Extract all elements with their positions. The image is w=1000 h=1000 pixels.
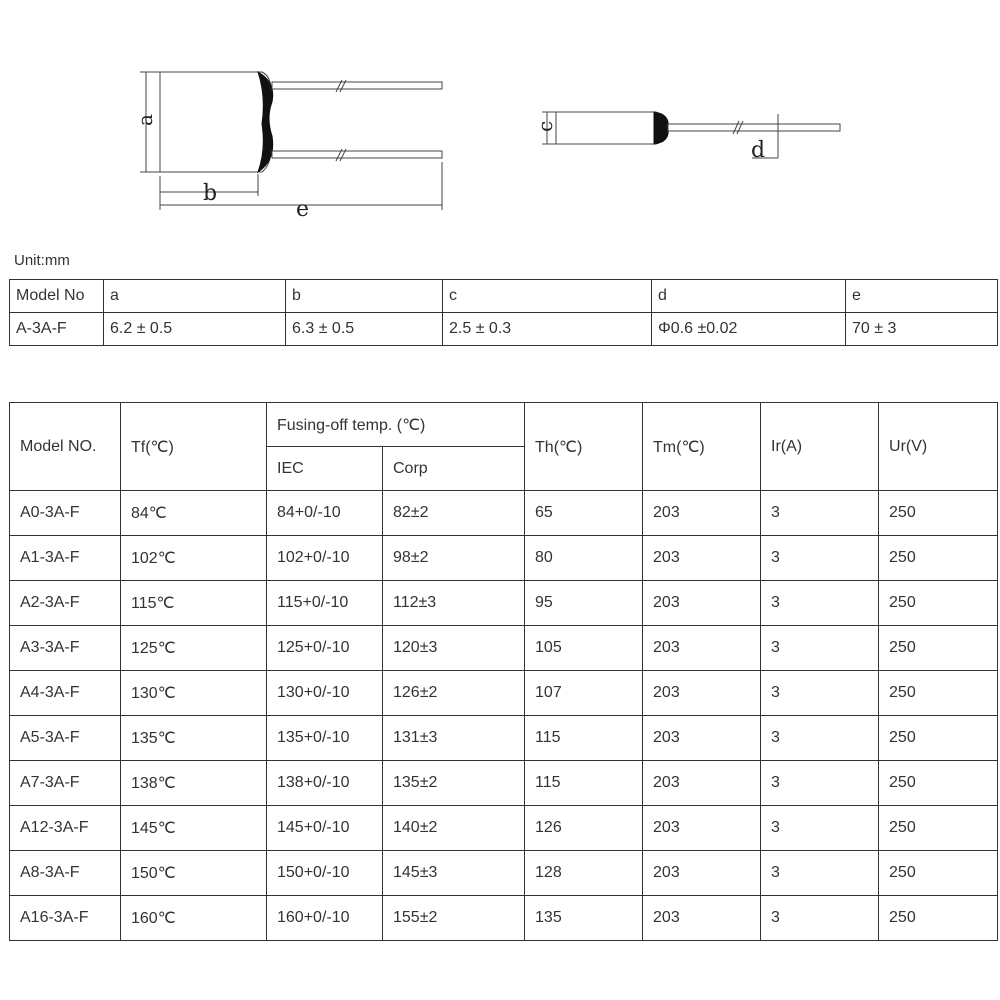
cell-corp: 120±3	[383, 626, 525, 671]
cell-th: 115	[525, 761, 643, 806]
cell-ir: 3	[761, 536, 879, 581]
cell-tf: 135℃	[121, 716, 267, 761]
cell-tm: 203	[643, 536, 761, 581]
cell-ur: 250	[879, 626, 998, 671]
header-tm: Tm(℃)	[643, 403, 761, 491]
cell-ur: 250	[879, 851, 998, 896]
cell-corp: 112±3	[383, 581, 525, 626]
cell-tf: 138℃	[121, 761, 267, 806]
cell-th: 107	[525, 671, 643, 716]
cell-ir: 3	[761, 896, 879, 941]
cell-th: 65	[525, 491, 643, 536]
dim-label-e: e	[296, 197, 310, 222]
header-model-no: Model No	[10, 280, 104, 313]
cell-iec: 115+0/-10	[267, 581, 383, 626]
cell-tf: 84℃	[121, 491, 267, 536]
table-row	[10, 716, 998, 761]
cell-iec: 102+0/-10	[267, 536, 383, 581]
cell-corp: 82±2	[383, 491, 525, 536]
cell-th: 128	[525, 851, 643, 896]
cell-model: A8-3A-F	[10, 851, 121, 896]
cell-e: 70 ± 3	[846, 313, 998, 346]
header-th: Th(℃)	[525, 403, 643, 491]
cell-tm: 203	[643, 581, 761, 626]
cell-model: A16-3A-F	[10, 896, 121, 941]
cell-model: A3-3A-F	[10, 626, 121, 671]
cell-ir: 3	[761, 626, 879, 671]
dim-label-d: d	[751, 138, 766, 163]
table-row	[10, 313, 998, 346]
cell-ir: 3	[761, 761, 879, 806]
cell-tm: 203	[643, 806, 761, 851]
table-row	[10, 896, 998, 941]
dim-label-b: b	[203, 181, 218, 206]
cell-iec: 138+0/-10	[267, 761, 383, 806]
table-row	[10, 536, 998, 581]
cell-tm: 203	[643, 896, 761, 941]
cell-th: 115	[525, 716, 643, 761]
fuse-dimension-drawing	[0, 0, 1000, 250]
table-row	[10, 806, 998, 851]
cell-iec: 145+0/-10	[267, 806, 383, 851]
cell-model: A4-3A-F	[10, 671, 121, 716]
header-corp: Corp	[383, 447, 525, 491]
side-view	[542, 112, 840, 158]
table-row	[10, 671, 998, 716]
cell-tf: 150℃	[121, 851, 267, 896]
dim-label-c: c	[533, 120, 557, 132]
cell-ir: 3	[761, 851, 879, 896]
cell-model: A1-3A-F	[10, 536, 121, 581]
cell-ur: 250	[879, 896, 998, 941]
header-c: c	[443, 280, 652, 313]
cell-tf: 130℃	[121, 671, 267, 716]
cell-ur: 250	[879, 671, 998, 716]
cell-iec: 84+0/-10	[267, 491, 383, 536]
cell-th: 135	[525, 896, 643, 941]
cell-tm: 203	[643, 491, 761, 536]
header-d: d	[652, 280, 846, 313]
cell-tm: 203	[643, 851, 761, 896]
cell-corp: 126±2	[383, 671, 525, 716]
cell-a: 6.2 ± 0.5	[104, 313, 286, 346]
cell-model: A5-3A-F	[10, 716, 121, 761]
cell-corp: 145±3	[383, 851, 525, 896]
cell-model: A2-3A-F	[10, 581, 121, 626]
cell-corp: 140±2	[383, 806, 525, 851]
unit-label: Unit:mm	[14, 252, 70, 269]
cell-ur: 250	[879, 536, 998, 581]
cell-iec: 160+0/-10	[267, 896, 383, 941]
cell-ur: 250	[879, 581, 998, 626]
cell-tf: 102℃	[121, 536, 267, 581]
cell-iec: 135+0/-10	[267, 716, 383, 761]
cell-ur: 250	[879, 761, 998, 806]
cell-tf: 115℃	[121, 581, 267, 626]
cell-model: A12-3A-F	[10, 806, 121, 851]
table-row	[10, 761, 998, 806]
cell-th: 126	[525, 806, 643, 851]
table-header-row	[10, 280, 998, 313]
cell-corp: 135±2	[383, 761, 525, 806]
cell-iec: 130+0/-10	[267, 671, 383, 716]
header-tf: Tf(℃)	[121, 403, 267, 491]
cell-tm: 203	[643, 671, 761, 716]
table-row	[10, 581, 998, 626]
cell-ur: 250	[879, 491, 998, 536]
cell-model: A7-3A-F	[10, 761, 121, 806]
cell-ir: 3	[761, 716, 879, 761]
header-model: Model NO.	[10, 403, 121, 491]
cell-tm: 203	[643, 716, 761, 761]
cell-th: 80	[525, 536, 643, 581]
cell-c: 2.5 ± 0.3	[443, 313, 652, 346]
header-ur: Ur(V)	[879, 403, 998, 491]
cell-tf: 125℃	[121, 626, 267, 671]
spec-table	[9, 402, 998, 941]
table-row	[10, 626, 998, 671]
dimensions-table	[9, 279, 998, 346]
cell-ir: 3	[761, 581, 879, 626]
cell-tm: 203	[643, 626, 761, 671]
cell-th: 95	[525, 581, 643, 626]
cell-corp: 131±3	[383, 716, 525, 761]
cell-model: A-3A-F	[10, 313, 104, 346]
table-header-row	[10, 403, 998, 447]
header-b: b	[286, 280, 443, 313]
cell-ur: 250	[879, 716, 998, 761]
cell-b: 6.3 ± 0.5	[286, 313, 443, 346]
cell-tm: 203	[643, 761, 761, 806]
cell-th: 105	[525, 626, 643, 671]
cell-iec: 125+0/-10	[267, 626, 383, 671]
cell-d: Φ0.6 ±0.02	[652, 313, 846, 346]
table-row	[10, 851, 998, 896]
cell-corp: 98±2	[383, 536, 525, 581]
cell-corp: 155±2	[383, 896, 525, 941]
cell-ir: 3	[761, 491, 879, 536]
cell-iec: 150+0/-10	[267, 851, 383, 896]
header-iec: IEC	[267, 447, 383, 491]
dim-label-a: a	[133, 114, 157, 126]
cell-ir: 3	[761, 671, 879, 716]
cell-ur: 250	[879, 806, 998, 851]
header-ir: Ir(A)	[761, 403, 879, 491]
header-fusing-off: Fusing-off temp. (℃)	[267, 403, 525, 447]
front-view	[140, 72, 442, 210]
cell-tf: 160℃	[121, 896, 267, 941]
cell-ir: 3	[761, 806, 879, 851]
header-e: e	[846, 280, 998, 313]
cell-model: A0-3A-F	[10, 491, 121, 536]
table-row	[10, 491, 998, 536]
header-a: a	[104, 280, 286, 313]
cell-tf: 145℃	[121, 806, 267, 851]
